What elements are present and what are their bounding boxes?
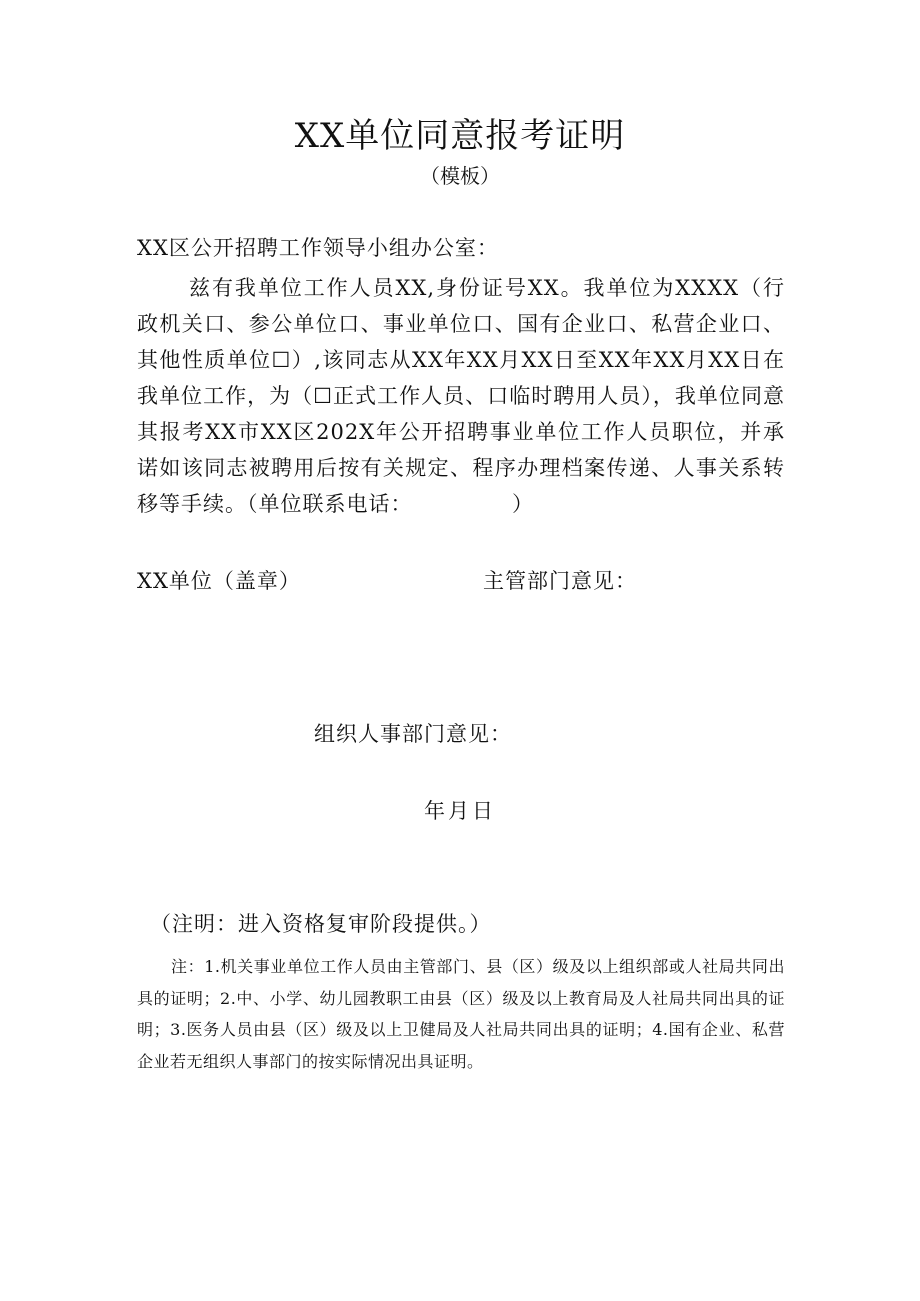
date-line: 年月日 — [424, 799, 496, 823]
document-subtitle: （模板） — [420, 164, 500, 188]
supervisor-opinion-label: 主管部门意见： — [483, 569, 637, 593]
notes-paragraph: 注：1.机关事业单位工作人员由主管部门、县（区）级及以上组织部或人社局共同出具的证明；2.中、小学、幼儿园教职工由县（区）级及以上教育局及人社局共同出具的证明；3.医务人员由县（区）级及以上卫健局及人社局共同出具的证明；4.国有企业、私营企业若无组织人事部门的按实际情况出具证明。 — [137, 957, 785, 1071]
unit-seal-label: XX单位（盖章） — [137, 569, 301, 593]
remark-line: （注明：进入资格复审阶段提供。） — [150, 912, 492, 936]
document-title: XX单位同意报考证明 — [294, 116, 626, 156]
org-personnel-opinion-label: 组织人事部门意见： — [314, 722, 512, 746]
body-paragraph: 兹有我单位工作人员XX,身份证号XX。我单位为XXXX（行政机关口、参公单位口、事业单位口、国有企业口、私营企业口、其他性质单位☐）,该同志从XX年XX月XX日至XX年XX月XX日在我单位工作，为（☐正式工作人员、口临时聘用人员），我单位同意其报考XX市XX区202X年公开招聘事业单位工作人员职位，并承诺如该同志被聘用后按有关规定、程序办理档案传递、人事关系转移等手续。（单位联系电话： ） — [137, 276, 785, 516]
addressee-line: XX区公开招聘工作领导小组办公室： — [137, 236, 499, 260]
